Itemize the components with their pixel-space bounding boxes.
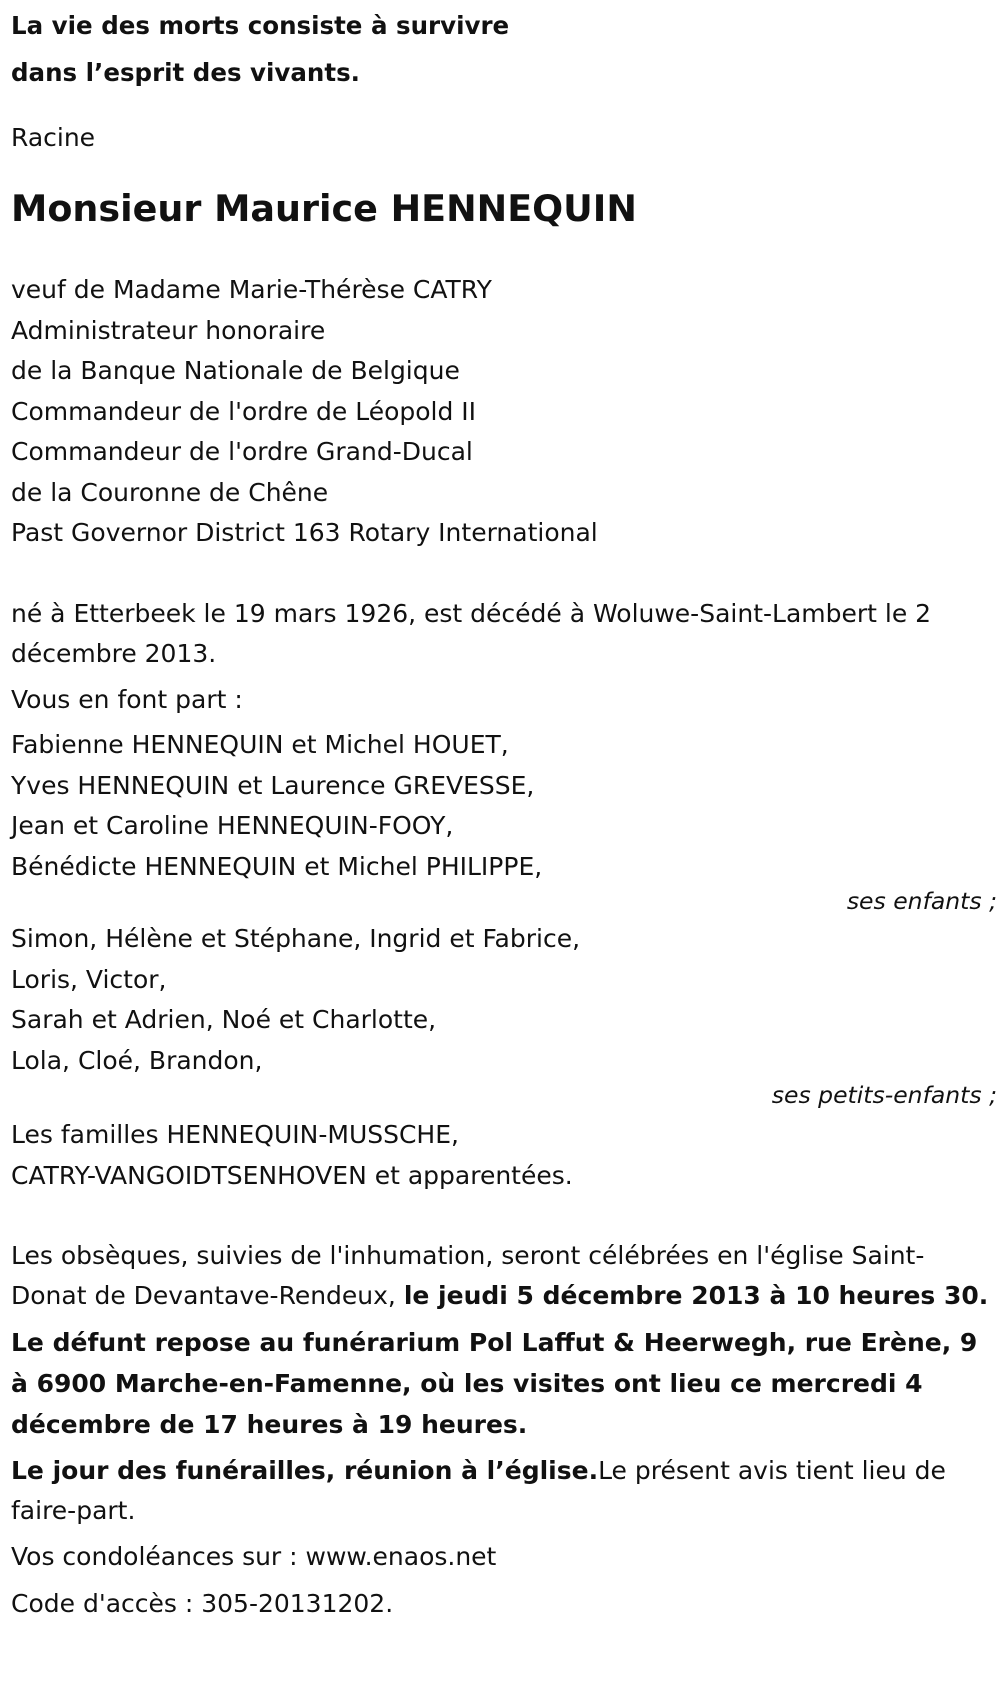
title-line: Commandeur de l'ordre de Léopold II bbox=[11, 396, 477, 426]
grandchild-line: Simon, Hélène et Stéphane, Ingrid et Fabrice, bbox=[11, 924, 581, 953]
gathering-normal: Le présent avis tient lieu de faire-part. bbox=[11, 1456, 946, 1525]
title-line: Commandeur de l'ordre Grand-Ducal bbox=[11, 437, 473, 466]
children-list bbox=[11, 725, 997, 887]
family-line: CATRY-VANGOIDTSENHOVEN et apparentées. bbox=[11, 1160, 573, 1190]
title-line: de la Banque Nationale de Belgique bbox=[11, 356, 460, 385]
obituary-notice bbox=[11, 0, 997, 1624]
funeral-date: le jeudi 5 décembre 2013 à 10 heures 30. bbox=[403, 1281, 989, 1310]
announce-intro: Vous en font part : bbox=[11, 684, 243, 714]
birth-death-statement: né à Etterbeek le 19 mars 1926, est décédé à Woluwe-Saint-Lambert le 2 décembre 2013. bbox=[11, 598, 932, 668]
family-line: Les familles HENNEQUIN-MUSSCHE, bbox=[11, 1120, 459, 1149]
grandchild-line: Loris, Victor, bbox=[11, 964, 167, 994]
title-line: Administrateur honoraire bbox=[11, 315, 326, 345]
gathering-bold: Le jour des funérailles, réunion à l’église. bbox=[11, 1456, 599, 1485]
children-label: ses enfants ; bbox=[846, 887, 997, 915]
child-line: Fabienne HENNEQUIN et Michel HOUET, bbox=[11, 730, 509, 759]
grandchildren-list bbox=[11, 919, 997, 1081]
grandchildren-label: ses petits-enfants ; bbox=[771, 1081, 997, 1109]
epigraph-quote bbox=[11, 0, 997, 96]
condolences-link: Vos condoléances sur : www.enaos.net bbox=[11, 1542, 497, 1571]
deceased-titles bbox=[11, 270, 997, 554]
quote-line-2: dans l’esprit des vivants. bbox=[11, 58, 360, 87]
funeral-details bbox=[11, 1236, 997, 1316]
visitation-details: Le défunt repose au funérarium Pol Laffut & Heerwegh, rue Erène, 9 à 6900 Marche-en-Famenne, où les visites ont lieu ce mercredi 4 décembre de 17 heures à 19 heures. bbox=[11, 1328, 978, 1439]
quote-author: Racine bbox=[11, 123, 96, 152]
quote-line-1: La vie des morts consiste à survivre bbox=[11, 11, 510, 40]
title-line: de la Couronne de Chêne bbox=[11, 477, 329, 507]
deceased-name: Monsieur Maurice HENNEQUIN bbox=[11, 187, 637, 230]
child-line: Yves HENNEQUIN et Laurence GREVESSE, bbox=[11, 770, 535, 800]
funeral-intro: Les obsèques, suivies de l'inhumation, seront célébrées en l'église Saint-Donat de Devantave-Rendeux, bbox=[11, 1241, 925, 1310]
grandchild-line: Sarah et Adrien, Noé et Charlotte, bbox=[11, 1005, 437, 1034]
grandchild-line: Lola, Cloé, Brandon, bbox=[11, 1045, 263, 1075]
families-list bbox=[11, 1115, 997, 1196]
title-line: Past Governor District 163 Rotary International bbox=[11, 518, 598, 547]
child-line: Bénédicte HENNEQUIN et Michel PHILIPPE, bbox=[11, 851, 543, 881]
gathering-note bbox=[11, 1451, 997, 1531]
title-line: veuf de Madame Marie-Thérèse CATRY bbox=[11, 275, 492, 304]
child-line: Jean et Caroline HENNEQUIN-FOOY, bbox=[11, 811, 454, 840]
access-code: Code d'accès : 305-20131202. bbox=[11, 1588, 394, 1618]
